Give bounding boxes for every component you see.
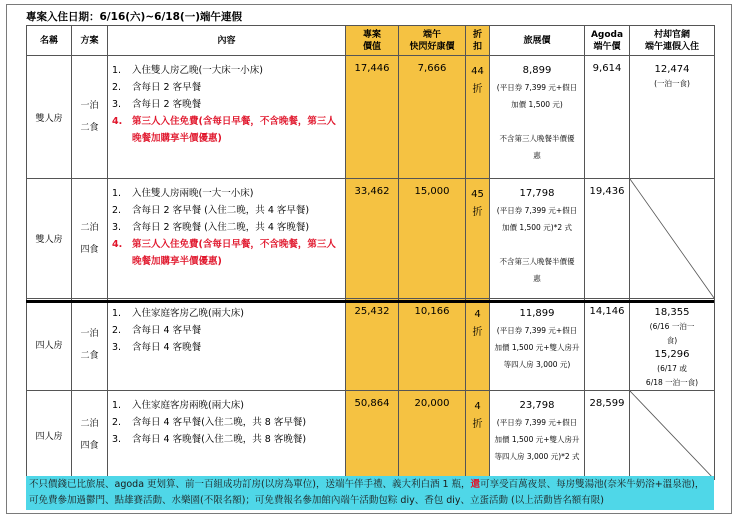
special-price: 25,432 xyxy=(346,299,399,391)
village-price-line: 12,474 xyxy=(654,64,690,75)
table-row xyxy=(27,391,715,480)
item-text: 入住雙人房兩晚(一大一小床) xyxy=(132,188,254,199)
plan-line: 二泊 xyxy=(80,419,99,429)
travel-price xyxy=(490,299,585,391)
content-item xyxy=(112,397,341,414)
item-number: 3. xyxy=(112,342,122,353)
item-number: 2. xyxy=(112,82,122,93)
header-flash-price: 端午 快閃好康價 xyxy=(399,26,466,56)
item-number: 1. xyxy=(112,400,122,411)
content-item xyxy=(112,185,341,202)
travel-price-value: 8,899 xyxy=(522,65,552,76)
discount-value: 4 xyxy=(474,309,481,320)
travel-price-note: 加價 1,500 元+雙人房升 xyxy=(494,435,580,444)
header-content: 內容 xyxy=(108,26,346,56)
travel-price-note: 惠 xyxy=(533,151,541,160)
header-travel-price: 旅展價 xyxy=(490,26,585,56)
travel-price-note: 等四人房 3,000 元)*2 式 xyxy=(494,452,580,461)
village-price-line: 18,355 xyxy=(654,307,690,318)
plan-line: 一泊 xyxy=(80,328,99,339)
item-number: 3. xyxy=(112,434,122,445)
room-name: 四人房 xyxy=(27,299,72,391)
package-content xyxy=(108,391,346,480)
discount-unit: 折 xyxy=(472,419,483,430)
flash-price: 15,000 xyxy=(399,179,466,299)
room-name: 雙人房 xyxy=(27,56,72,179)
discount xyxy=(466,391,490,480)
table-row xyxy=(27,56,715,179)
item-number: 1. xyxy=(112,308,122,319)
village-price-line: (一泊一食) xyxy=(654,79,690,88)
plan-line: 二食 xyxy=(80,350,99,361)
travel-price-note xyxy=(490,113,584,130)
village-price-line: (6/17 或 xyxy=(657,364,687,373)
travel-price-note: 不含第三人晚餐半價優 xyxy=(499,134,575,143)
header-special-price: 專案 價值 xyxy=(346,26,399,56)
plan-line: 四食 xyxy=(80,244,99,255)
item-number: 3. xyxy=(112,222,122,233)
travel-price-value: 23,798 xyxy=(519,400,555,411)
item-text: 含每日 4 客晚餐 xyxy=(132,342,202,353)
flash-price: 10,166 xyxy=(399,299,466,391)
footer-highlight: 還 xyxy=(470,479,481,490)
promotion-footer-note xyxy=(26,476,714,510)
content-item xyxy=(112,79,341,96)
travel-price-note: 加價 1,500 元) xyxy=(511,100,563,109)
agoda-price: 14,146 xyxy=(585,299,630,391)
discount-unit: 折 xyxy=(472,84,483,95)
content-list xyxy=(112,397,341,448)
plan-line: 一泊 xyxy=(80,101,99,111)
agoda-price: 28,599 xyxy=(585,391,630,480)
travel-price xyxy=(490,391,585,480)
item-text: 含每日 4 客早餐(入住二晚，共 8 客早餐) xyxy=(132,417,307,428)
plan-cell xyxy=(72,391,108,480)
item-number: 1. xyxy=(112,188,122,199)
travel-price-note: 等四人房 3,000 元) xyxy=(503,360,571,369)
travel-price-note: 加價 1,500 元)*2 式 xyxy=(501,223,573,232)
header-name: 名稱 xyxy=(27,26,72,56)
item-number: 2. xyxy=(112,417,122,428)
item-text: 含每日 2 客早餐 xyxy=(132,82,202,93)
footer-text-part1: 不只價錢已比旅展、agoda 更划算、前一百組成功訂房(以房為單位)，送端午伴手禮、義大利白酒 1 瓶， xyxy=(29,479,471,490)
village-price xyxy=(630,299,715,391)
discount xyxy=(466,179,490,299)
travel-price-note: 惠 xyxy=(533,274,541,283)
header-discount: 折 扣 xyxy=(466,26,490,56)
item-number: 3. xyxy=(112,99,122,110)
item-number: 4. xyxy=(112,239,123,250)
discount-unit: 折 xyxy=(472,327,483,338)
agoda-price: 19,436 xyxy=(585,179,630,299)
item-text: 第三人入住免費(含每日早餐，不含晚餐，第三人晚餐加購享半價優惠) xyxy=(132,239,336,267)
table-row xyxy=(27,179,715,299)
discount xyxy=(466,299,490,391)
discount xyxy=(466,56,490,179)
item-text: 含每日 4 客早餐 xyxy=(132,325,202,336)
travel-price xyxy=(490,179,585,299)
header-plan: 方案 xyxy=(72,26,108,56)
item-number: 2. xyxy=(112,325,122,336)
agoda-price: 9,614 xyxy=(585,56,630,179)
item-text: 含每日 2 客晚餐 xyxy=(132,99,202,110)
village-price-empty xyxy=(630,391,715,480)
discount-value: 45 xyxy=(471,189,484,200)
item-number: 2. xyxy=(112,205,122,216)
page-title: 專案入住日期：6/16(六)~6/18(一)端午連假 xyxy=(26,11,242,23)
item-number: 4. xyxy=(112,116,123,127)
travel-price-note: (平日券 7,399 元+假日 xyxy=(496,83,578,92)
table-row xyxy=(27,299,715,391)
discount-value: 4 xyxy=(474,401,481,412)
package-content xyxy=(108,299,346,391)
item-text: 入住家庭客房兩晚(兩大床) xyxy=(132,400,244,411)
item-text: 第三人入住免費(含每日早餐，不含晚餐，第三人晚餐加購享半價優惠) xyxy=(132,116,336,144)
special-price: 50,864 xyxy=(346,391,399,480)
content-item xyxy=(112,219,341,236)
flash-price: 20,000 xyxy=(399,391,466,480)
content-list xyxy=(112,305,341,356)
content-list xyxy=(112,62,341,147)
flash-price: 7,666 xyxy=(399,56,466,179)
village-price-line: (6/16 一泊一 xyxy=(649,322,695,331)
content-list xyxy=(112,185,341,270)
village-price-empty xyxy=(630,179,715,299)
header-agoda-price: Agoda 端午價 xyxy=(585,26,630,56)
item-text: 入住家庭客房乙晚(兩大床) xyxy=(132,308,244,319)
item-text: 入住雙人房乙晚(一大床一小床) xyxy=(132,65,263,76)
special-price: 33,462 xyxy=(346,179,399,299)
content-item xyxy=(112,113,341,147)
content-item xyxy=(112,236,341,270)
plan-line: 二食 xyxy=(80,123,99,133)
plan-cell xyxy=(72,299,108,391)
travel-price-note xyxy=(490,236,584,253)
village-price-line: 15,296 xyxy=(654,349,690,360)
item-text: 含每日 2 客晚餐 (入住二晚，共 4 客晚餐) xyxy=(132,222,310,233)
item-number: 1. xyxy=(112,65,122,76)
travel-price-note: (平日券 7,399 元+假日 xyxy=(496,418,578,427)
diagonal-line xyxy=(630,391,714,479)
package-content xyxy=(108,56,346,179)
diagonal-line xyxy=(630,179,714,298)
room-name: 四人房 xyxy=(27,391,72,480)
footer-text-part2: 可享受百萬夜景、每房雙湯池(奈米牛奶浴+溫泉池)，可免費參加過鬱門、點雄賽活動、水樂園(不限名額)；可免費報名參加館內端午活動包粽 diy、香包 diy、立蛋活動 (以上活動皆名額有限) xyxy=(29,479,705,506)
discount-unit: 折 xyxy=(472,207,483,218)
special-price: 17,446 xyxy=(346,56,399,179)
content-item xyxy=(112,414,341,431)
plan-cell xyxy=(72,56,108,179)
section-divider xyxy=(26,300,714,303)
village-price-line: 食) xyxy=(666,336,678,345)
village-price-line: 6/18 一泊一食) xyxy=(645,378,699,387)
travel-price-value: 11,899 xyxy=(519,308,555,319)
discount-value: 44 xyxy=(471,66,484,77)
content-item xyxy=(112,339,341,356)
plan-line: 二泊 xyxy=(80,222,99,233)
item-text: 含每日 4 客晚餐(入住二晚，共 8 客晚餐) xyxy=(132,434,307,445)
content-item xyxy=(112,431,341,448)
travel-price-note: (平日券 7,399 元+假日 xyxy=(496,206,578,215)
room-name: 雙人房 xyxy=(27,179,72,299)
travel-price-note: 不含第三人晚餐半價優 xyxy=(499,257,575,266)
travel-price-value: 17,798 xyxy=(519,188,555,199)
travel-price xyxy=(490,56,585,179)
village-price xyxy=(630,56,715,179)
content-item xyxy=(112,62,341,79)
item-text: 含每日 2 客早餐 (入住二晚，共 4 客早餐) xyxy=(132,205,310,216)
header-village-price: 村却官網 端午連假入住 xyxy=(630,26,715,56)
travel-price-note: 加價 1,500 元+雙人房升 xyxy=(494,343,580,352)
content-item xyxy=(112,322,341,339)
content-item xyxy=(112,96,341,113)
content-item xyxy=(112,202,341,219)
package-content xyxy=(108,179,346,299)
travel-price-note: (平日券 7,399 元+假日 xyxy=(496,326,578,335)
promotion-table xyxy=(26,25,715,480)
content-item xyxy=(112,305,341,322)
plan-cell xyxy=(72,179,108,299)
plan-line: 四食 xyxy=(80,441,99,451)
